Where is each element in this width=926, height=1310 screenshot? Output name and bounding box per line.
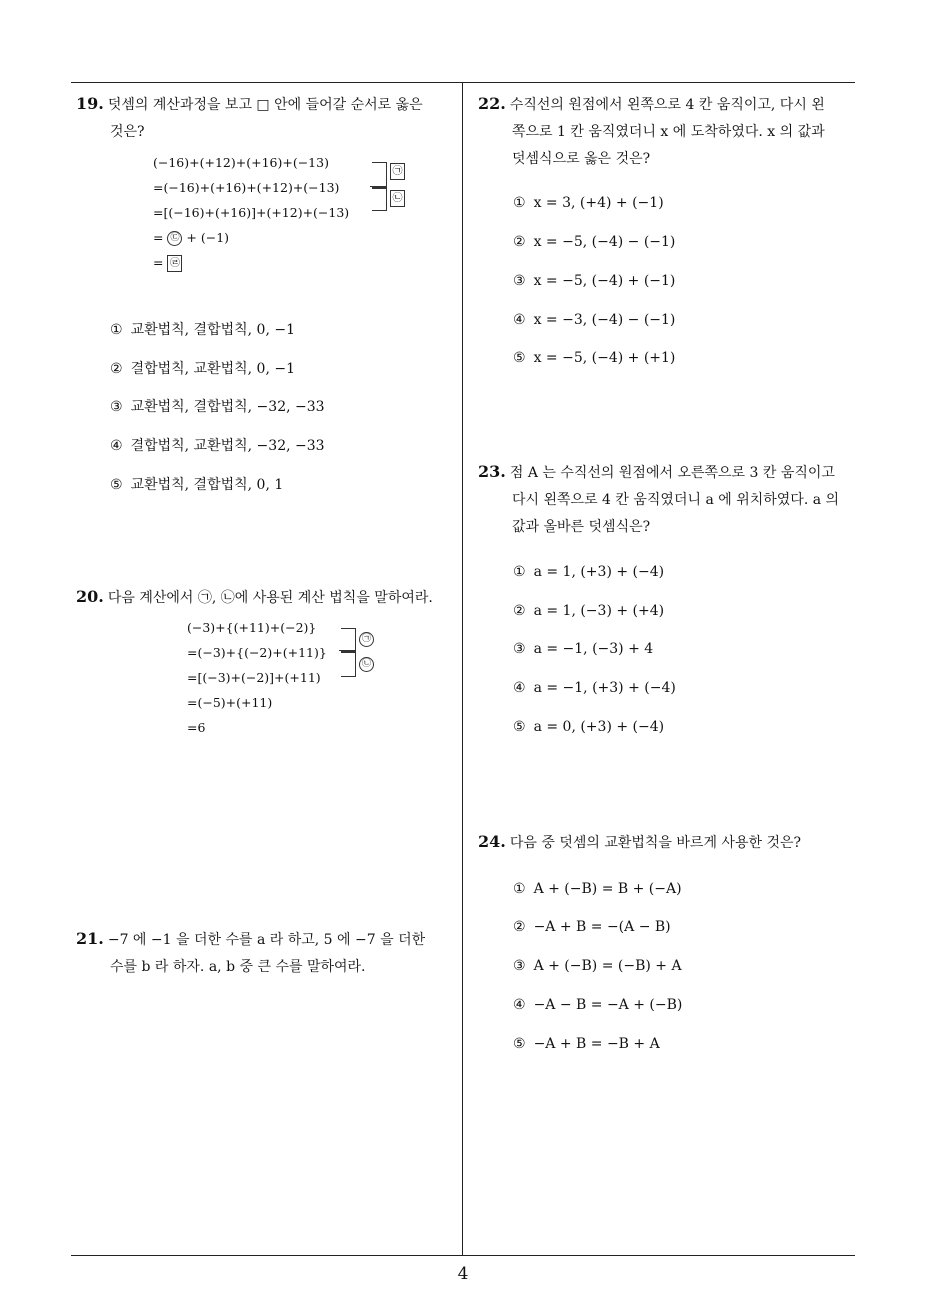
calc-line: (−3)+{(+11)+(−2)} [187, 620, 317, 635]
question-number: 24. [478, 832, 506, 851]
question-22-line2: 쪽으로 1 칸 움직였더니 x 에 도착하였다. x 의 값과 [512, 124, 825, 140]
q20-calculation [187, 615, 327, 740]
calc-line: =(−3)+{(−2)+(+11)} [187, 645, 327, 660]
option-mark: ① [513, 195, 526, 211]
blank-d: ㉣ [167, 255, 182, 272]
question-text: 덧셈의 계산과정을 보고 □ 안에 들어갈 순서로 옳은 [107, 97, 423, 113]
calc-line: =[(−3)+(−2)]+(+11) [187, 670, 321, 685]
q20-bracket-b [341, 652, 356, 677]
option-text: a = 1, (+3) + (−4) [533, 564, 665, 580]
option-text: 결합법칙, 교환법칙, −32, −33 [130, 438, 325, 454]
question-20-line1 [76, 583, 460, 612]
calc-line: = ㉢ + (−1) [153, 230, 230, 245]
question-text: 다음 계산에서 ㉠, ㉡에 사용된 계산 법칙을 말하여라. [107, 590, 433, 606]
bottom-rule [71, 1255, 855, 1256]
option-mark: ① [110, 322, 123, 338]
option-mark: ① [513, 881, 526, 897]
option-text: −A + B = −(A − B) [533, 919, 671, 935]
calc-line: (−16)+(+12)+(+16)+(−13) [153, 155, 329, 170]
question-21-line2: 수를 b 라 하자. a, b 중 큰 수를 말하여라. [110, 959, 366, 975]
option-text: x = −5, (−4) + (−1) [533, 273, 676, 289]
blank-a: ㉠ [390, 163, 405, 180]
option-text: a = −1, (+3) + (−4) [533, 680, 676, 696]
calc-line: =[(−16)+(+16)]+(+12)+(−13) [153, 205, 350, 220]
q19-option-5[interactable] [110, 474, 283, 494]
question-23-line1 [478, 458, 858, 487]
calc-line: =(−16)+(+16)+(+12)+(−13) [153, 180, 340, 195]
question-text: 점 A 는 수직선의 원점에서 오른쪽으로 3 칸 움직이고 [509, 465, 835, 481]
question-22-line1 [478, 90, 858, 119]
question-number: 20. [76, 587, 104, 606]
q22-option-1[interactable] [513, 195, 664, 211]
question-19 [76, 90, 460, 146]
option-text: 교환법칙, 결합법칙, −32, −33 [130, 399, 325, 415]
q19-option-1[interactable] [110, 319, 295, 339]
label-a: ㉠ [359, 632, 374, 647]
option-text: a = 0, (+3) + (−4) [533, 719, 665, 735]
q19-arrow-a [370, 186, 386, 187]
option-text: a = −1, (−3) + 4 [533, 641, 654, 657]
q19-bracket-a [372, 162, 387, 188]
q23-option-5[interactable] [513, 719, 664, 735]
option-mark: ② [110, 361, 123, 377]
question-number: 19. [76, 94, 104, 113]
q24-option-1[interactable] [513, 881, 682, 897]
option-mark: ⑤ [513, 719, 526, 735]
q24-option-5[interactable] [513, 1036, 660, 1052]
question-number: 22. [478, 94, 506, 113]
question-22-line3: 덧셈식으로 옳은 것은? [512, 151, 651, 167]
q20-arrow-a [339, 650, 355, 651]
q19-calculation [153, 150, 349, 275]
question-text: 다음 중 덧셈의 교환법칙을 바르게 사용한 것은? [509, 835, 802, 851]
q19-option-3[interactable] [110, 396, 325, 416]
column-divider [462, 82, 463, 1255]
q24-option-2[interactable] [513, 919, 671, 935]
q24-option-4[interactable] [513, 997, 682, 1013]
blank-b: ㉡ [390, 190, 405, 207]
option-mark: ③ [513, 958, 526, 974]
question-21 [76, 925, 460, 981]
option-mark: ④ [513, 312, 526, 328]
option-mark: ② [513, 603, 526, 619]
question-23 [478, 458, 858, 541]
question-text: −7 에 −1 을 더한 수를 a 라 하고, 5 에 −7 을 더한 [107, 932, 426, 948]
q23-option-2[interactable] [513, 603, 664, 619]
top-rule [71, 82, 855, 83]
option-text: A + (−B) = (−B) + A [533, 958, 682, 974]
option-mark: ⑤ [513, 350, 526, 366]
question-19-line2: 것은? [110, 124, 145, 140]
q19-option-2[interactable] [110, 358, 295, 378]
option-text: x = −5, (−4) − (−1) [533, 234, 676, 250]
q19-option-4[interactable] [110, 435, 325, 455]
option-mark: ③ [110, 399, 123, 415]
option-mark: ⑤ [513, 1036, 526, 1052]
question-23-line3: 값과 올바른 덧셈식은? [512, 519, 651, 535]
q19-bracket-b [372, 188, 387, 211]
q23-option-3[interactable] [513, 641, 653, 657]
question-22 [478, 90, 858, 173]
calc-line: =6 [187, 720, 206, 735]
question-number: 21. [76, 929, 104, 948]
option-mark: ④ [110, 438, 123, 454]
question-21-line1 [76, 925, 460, 954]
question-24-line1 [478, 828, 858, 857]
option-mark: ③ [513, 273, 526, 289]
option-text: 결합법칙, 교환법칙, 0, −1 [130, 361, 296, 377]
calc-line: =(−5)+(+11) [187, 695, 273, 710]
option-mark: ④ [513, 680, 526, 696]
option-mark: ② [513, 234, 526, 250]
option-text: 교환법칙, 결합법칙, 0, −1 [130, 322, 296, 338]
option-mark: ② [513, 919, 526, 935]
question-20 [76, 583, 460, 612]
option-text: −A − B = −A + (−B) [533, 997, 683, 1013]
q22-option-2[interactable] [513, 234, 675, 250]
option-mark: ④ [513, 997, 526, 1013]
option-text: x = −5, (−4) + (+1) [533, 350, 676, 366]
question-number: 23. [478, 462, 506, 481]
option-text: x = −3, (−4) − (−1) [533, 312, 676, 328]
q23-option-1[interactable] [513, 564, 664, 580]
q24-option-3[interactable] [513, 958, 682, 974]
question-23-line2: 다시 왼쪽으로 4 칸 움직였더니 a 에 위치하였다. a 의 [512, 492, 840, 508]
option-text: x = 3, (+4) + (−1) [533, 195, 664, 211]
question-19-line1 [76, 90, 460, 119]
blank-c: ㉢ [167, 231, 182, 246]
option-mark: ⑤ [110, 477, 123, 493]
q22-option-4[interactable] [513, 312, 675, 328]
option-text: −A + B = −B + A [533, 1036, 660, 1052]
option-text: a = 1, (−3) + (+4) [533, 603, 665, 619]
page-number: 4 [457, 1264, 469, 1284]
q20-bracket-a [341, 628, 356, 652]
q22-option-5[interactable] [513, 350, 675, 366]
q22-option-3[interactable] [513, 273, 675, 289]
label-b: ㉡ [359, 657, 374, 672]
option-mark: ③ [513, 641, 526, 657]
question-24 [478, 828, 858, 857]
calc-line: = ㉣ [153, 250, 349, 275]
option-mark: ① [513, 564, 526, 580]
option-text: A + (−B) = B + (−A) [533, 881, 682, 897]
question-text: 수직선의 원점에서 왼쪽으로 4 칸 움직이고, 다시 왼 [509, 97, 825, 113]
option-text: 교환법칙, 결합법칙, 0, 1 [130, 477, 284, 493]
q23-option-4[interactable] [513, 680, 676, 696]
